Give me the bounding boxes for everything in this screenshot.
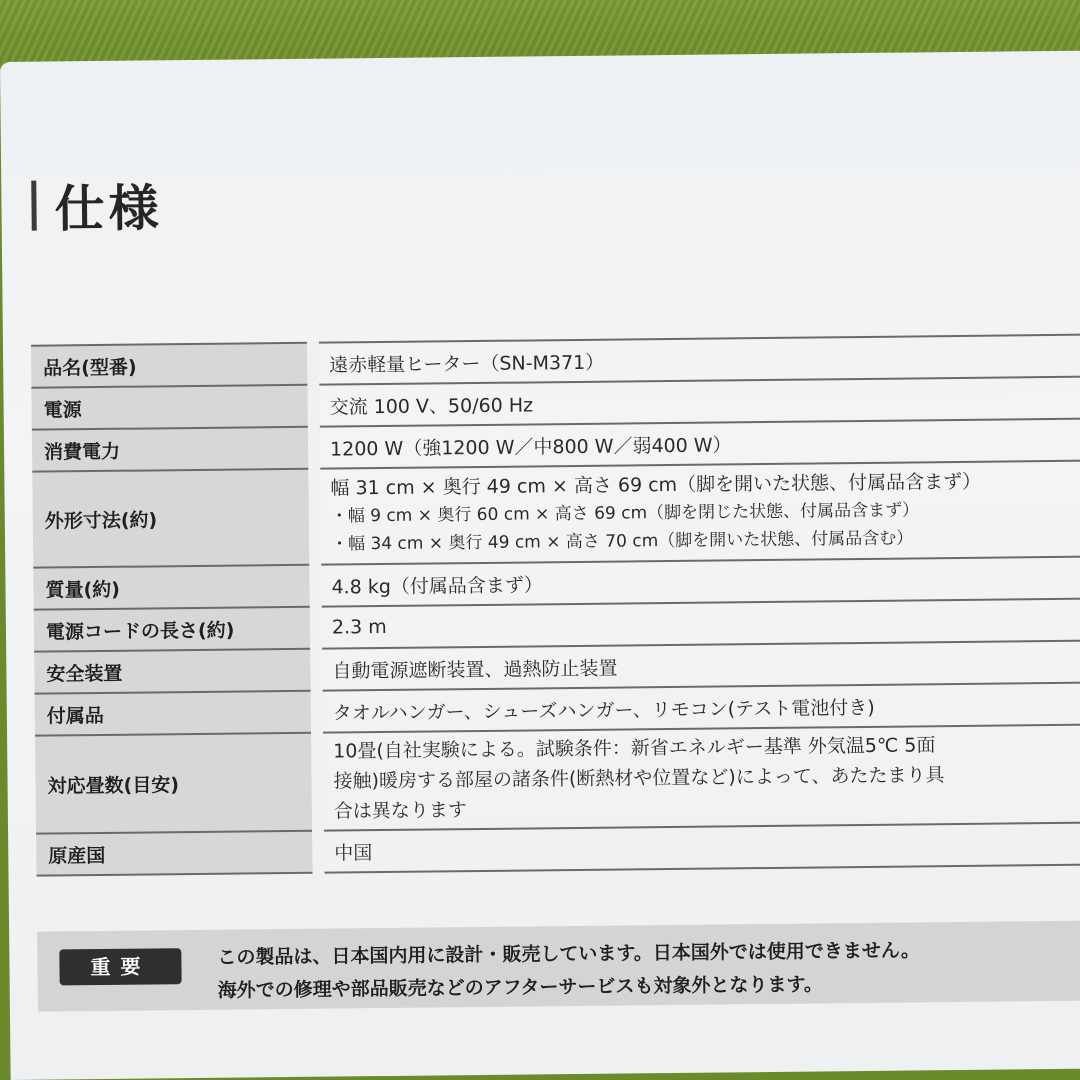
spec-label: 原産国 [36, 831, 318, 876]
spec-value [317, 725, 1080, 831]
spec-value: タオルハンガー、シューズハンガー、リモコン(テスト電池付き) [317, 683, 1080, 733]
spec-row-room-size [35, 725, 1080, 834]
important-notice [37, 921, 1080, 1012]
spec-value: 交流 100 V、50/60 Hz [313, 377, 1080, 427]
important-text [217, 934, 920, 1007]
dimension-line: ・幅 34 cm × 奥行 49 cm × 高さ 70 cm（脚を開いた状態、付属品含む） [330, 528, 914, 555]
spec-label: 品名(型番) [31, 343, 313, 388]
spec-label: 付属品 [35, 691, 317, 736]
important-badge: 重要 [59, 948, 181, 985]
room-size-line: 合は異なります [333, 799, 467, 823]
spec-label: 消費電力 [32, 427, 314, 472]
spec-value: 2.3 m [316, 599, 1080, 649]
important-line: この製品は、日本国内用に設計・販売しています。日本国外では使用できません。 [217, 939, 921, 969]
important-line: 海外での修理や部品販売などのアフターサービスも対象外となります。 [217, 973, 823, 1002]
heading-bar [31, 181, 37, 231]
manual-page [0, 51, 1080, 1080]
spec-value: 自動電源遮断装置、過熱防止装置 [316, 641, 1080, 691]
spec-label: 電源 [31, 385, 313, 430]
spec-value: 中国 [318, 823, 1080, 873]
section-heading [31, 168, 163, 241]
spec-label: 質量(約) [33, 565, 315, 610]
room-size-line: 10畳(自社実験による。試験条件：新省エネルギー基準 外気温5℃ 5面 [333, 734, 936, 763]
spec-label: 安全装置 [34, 649, 316, 694]
room-size-line: 接触)暖房する部屋の諸条件(断熱材や位置など)によって、あたたまり具 [333, 764, 945, 793]
spec-table [31, 334, 1080, 877]
spec-row-dimensions [32, 461, 1080, 568]
spec-value: 1200 W（強1200 W／中800 W／弱400 W） [314, 419, 1080, 469]
dimension-line: ・幅 9 cm × 奥行 60 cm × 高さ 69 cm（脚を閉じた状態、付属品含まず） [330, 500, 920, 527]
spec-value: 4.8 kg（付属品含まず） [315, 557, 1080, 607]
page-title: 仕様 [54, 179, 163, 239]
spec-label: 電源コードの長さ(約) [34, 607, 316, 652]
spec-value: 遠赤軽量ヒーター（SN-M371） [313, 335, 1080, 385]
spec-value [314, 461, 1080, 565]
dimension-line: 幅 31 cm × 奥行 49 cm × 高さ 69 cm（脚を開いた状態、付属品含まず） [330, 470, 982, 500]
spec-label: 外形寸法(約) [32, 469, 315, 568]
spec-label: 対応畳数(目安) [35, 733, 318, 834]
